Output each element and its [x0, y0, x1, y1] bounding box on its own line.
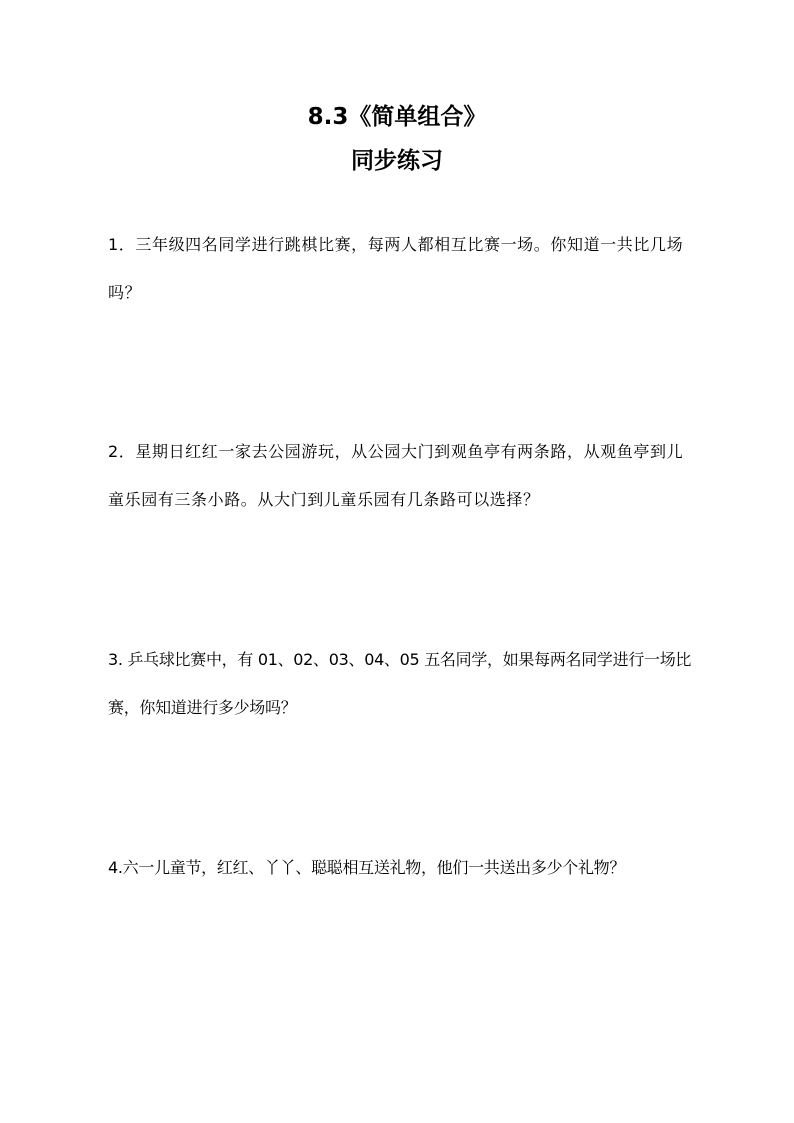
question-4: 4.六一儿童节，红红、丫丫、聪聪相互送礼物，他们一共送出多少个礼物？: [108, 858, 626, 877]
page-title: 8.3《简单组合》: [307, 104, 487, 130]
question-3: 3. 乒乓球比赛中，有 01、02、03、04、05 五名同学，如果每两名同学进行一场比赛，你知道进行多少场吗？: [108, 650, 692, 717]
page-subtitle: 同步练习: [351, 148, 443, 174]
question-2: 2．星期日红红一家去公园游玩，从公园大门到观鱼亭有两条路，从观鱼亭到儿童乐园有三条小路。从大门到儿童乐园有几条路可以选择？: [108, 442, 684, 509]
question-1: 1．三年级四名同学进行跳棋比赛，每两人都相互比赛一场。你知道一共比几场吗？: [108, 235, 684, 302]
